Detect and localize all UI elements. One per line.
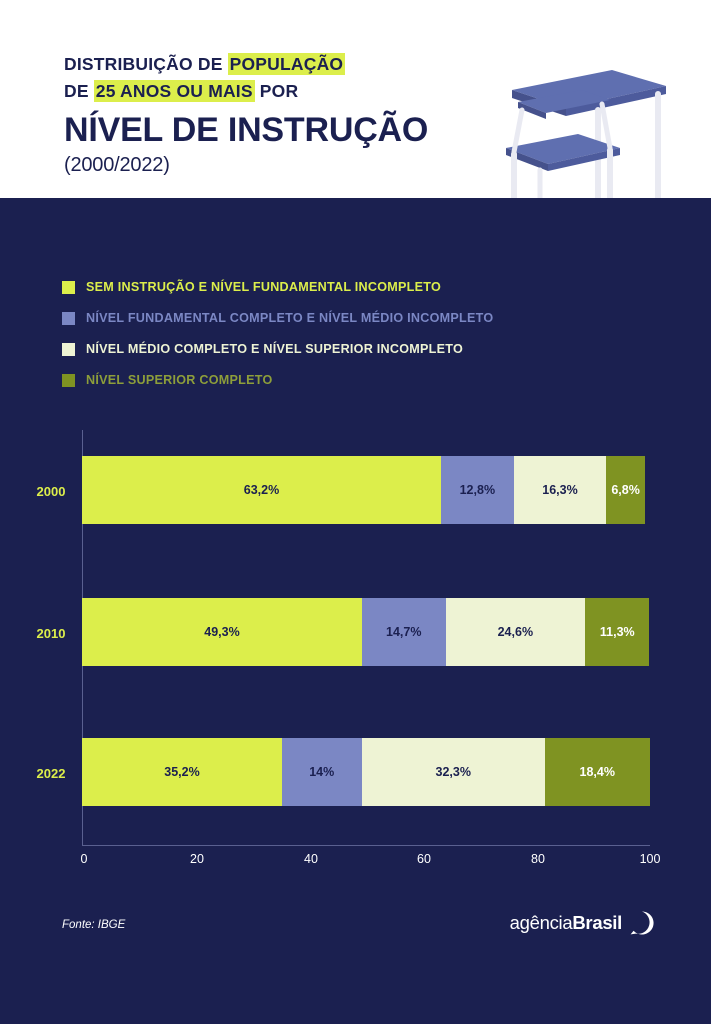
legend-swatch-icon	[62, 374, 75, 387]
bar-row-label-2000: 2000	[36, 484, 66, 499]
bar-segment-label: 16,3%	[542, 483, 578, 497]
bar-segment-label: 49,3%	[204, 625, 240, 639]
page-title: NÍVEL DE INSTRUÇÃO	[64, 110, 429, 149]
source-note: Fonte: IBGE	[62, 919, 126, 931]
kicker-line-1	[64, 52, 494, 77]
brand-logo-text	[510, 912, 622, 934]
brand-light-text: agência	[509, 912, 573, 933]
x-axis-tick-label: 20	[190, 852, 204, 866]
x-axis-tick-label: 40	[304, 852, 318, 866]
bar-segment-label: 24,6%	[497, 625, 534, 639]
table-row	[82, 456, 650, 524]
legend-swatch-icon	[62, 312, 75, 325]
kicker-highlight-2: 25 ANOS OU MAIS	[95, 80, 253, 101]
legend-item	[62, 336, 662, 362]
bar-segment	[282, 738, 362, 806]
title-block	[64, 52, 494, 177]
bar-segment-label: 12,8%	[459, 483, 496, 497]
kicker-text-1: DISTRIBUIÇÃO DE	[64, 54, 228, 74]
bar-segment	[82, 738, 282, 806]
bar-segment-label: 6,8%	[611, 483, 640, 497]
legend-item	[62, 305, 662, 331]
kicker-text-3: POR	[254, 80, 299, 101]
x-axis-tick-label: 80	[531, 852, 545, 866]
x-axis-tick-label: 100	[639, 852, 661, 866]
page-subtitle: (2000/2022)	[64, 154, 170, 177]
school-desk-illustration	[470, 40, 680, 198]
brand-mark-icon	[629, 910, 655, 936]
x-axis-tick-label: 60	[417, 852, 431, 866]
bar-segment-label: 63,2%	[243, 483, 280, 497]
bar-row-label-2010: 2010	[36, 626, 66, 641]
bar-segment-label: 11,3%	[599, 625, 635, 639]
chart-legend	[62, 274, 662, 398]
bar-segment	[606, 456, 645, 524]
bar-segment	[362, 598, 446, 666]
x-axis-line	[82, 845, 650, 846]
legend-item-label: NÍVEL SUPERIOR COMPLETO	[86, 373, 273, 387]
bar-segment-label: 35,2%	[164, 765, 200, 779]
bar-segment-label: 32,3%	[435, 765, 471, 779]
bar-segment	[514, 456, 607, 524]
kicker-line-2	[64, 79, 494, 104]
bar-segment-label: 14%	[309, 765, 335, 779]
header-band	[0, 0, 711, 198]
bar-segment-label: 14,7%	[386, 625, 422, 639]
legend-item-label: SEM INSTRUÇÃO E NÍVEL FUNDAMENTAL INCOMPLETO	[86, 280, 442, 294]
legend-item	[62, 367, 662, 393]
legend-item-label: NÍVEL FUNDAMENTAL COMPLETO E NÍVEL MÉDIO INCOMPLETO	[86, 311, 494, 325]
stacked-bar-chart	[0, 430, 711, 870]
bar-segment	[82, 598, 362, 666]
bar-segment-label: 18,4%	[579, 765, 615, 779]
table-row	[82, 738, 650, 806]
bar-segment	[441, 456, 514, 524]
x-axis-tick-label: 0	[80, 852, 88, 866]
bar-segment	[82, 456, 441, 524]
bar-segment	[362, 738, 546, 806]
table-row	[82, 598, 650, 666]
bar-segment	[446, 598, 586, 666]
kicker-highlight-1: POPULAÇÃO	[229, 54, 344, 74]
brand-logo	[510, 910, 655, 936]
legend-item	[62, 274, 662, 300]
brand-bold-text: Brasil	[572, 912, 622, 933]
bar-segment	[585, 598, 649, 666]
kicker-text-2: DE	[64, 80, 94, 101]
legend-swatch-icon	[62, 281, 75, 294]
bar-row-label-2022: 2022	[36, 766, 66, 781]
legend-item-label: NÍVEL MÉDIO COMPLETO E NÍVEL SUPERIOR INCOMPLETO	[86, 342, 464, 356]
bar-segment	[545, 738, 650, 806]
legend-swatch-icon	[62, 343, 75, 356]
